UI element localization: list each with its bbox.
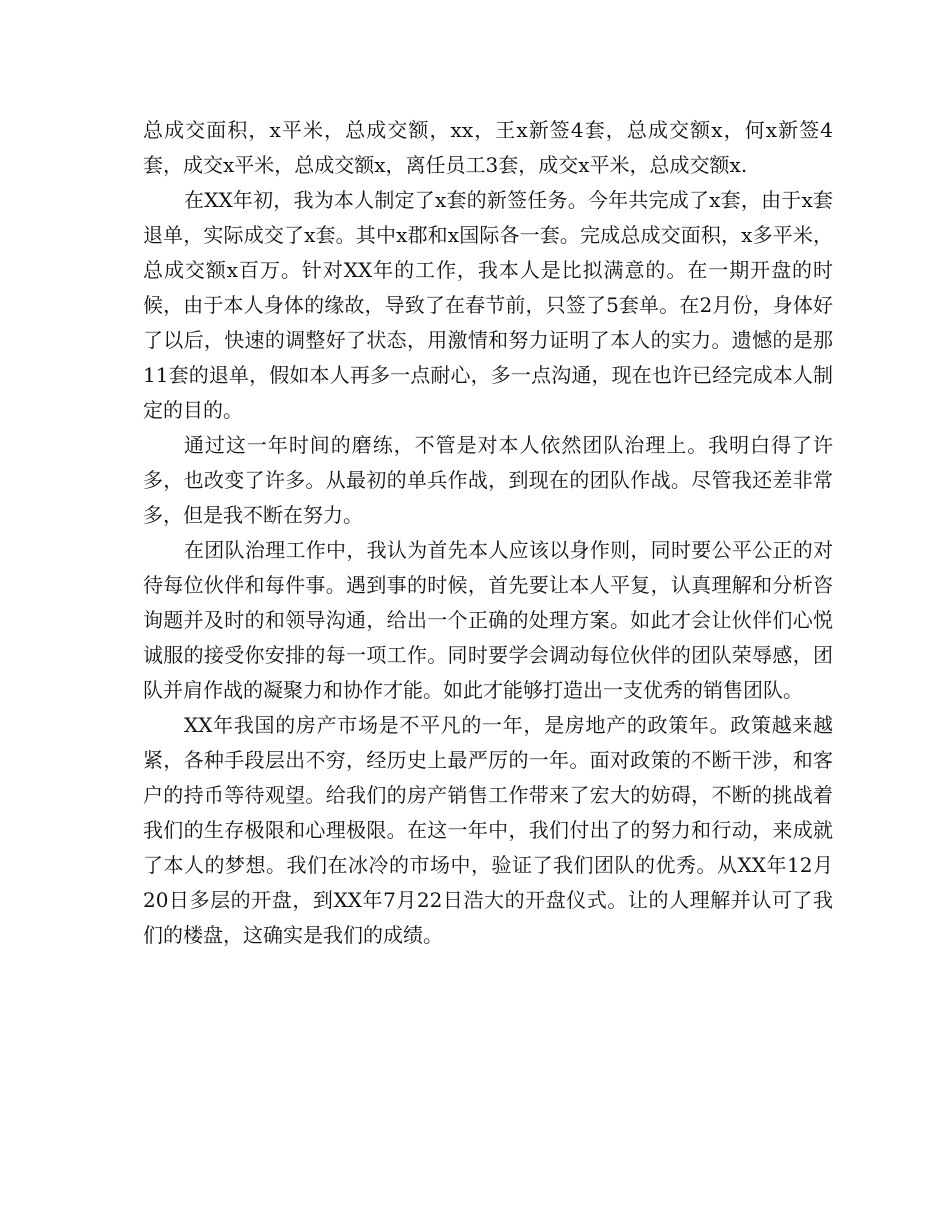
paragraph-1: 总成交面积，x平米，总成交额，xx，王x新签4套，总成交额x，何x新签4套，成交x平米，总成交额x，离任员工3套，成交x平米，总成交额x. <box>143 118 833 177</box>
paragraph-2: 在XX年初，我为本人制定了x套的新签任务。今年共完成了x套，由于x套退单，实际成交了x套。其中x郡和x国际各一套。完成总成交面积，x多平米，总成交额x百万。针对XX年的工作，我本人是比拟满意的。在一期开盘的时候，由于本人身体的缘故，导致了在春节前，只签了5套单。在2月份，身体好了以后，快速的调整好了状态，用激情和努力证明了本人的实力。遗憾的是那11套的退单，假如本人再多一点耐心，多一点沟通，现在也许已经完成本人制定的目的。 <box>143 188 833 422</box>
paragraph-3: 通过这一年时间的磨练，不管是对本人依然团队治理上。我明白得了许多，也改变了许多。从最初的单兵作战，到现在的团队作战。尽管我还差非常多，但是我不断在努力。 <box>143 433 833 527</box>
paragraph-4: 在团队治理工作中，我认为首先本人应该以身作则，同时要公平公正的对待每位伙伴和每件事。遇到事的时候，首先要让本人平复，认真理解和分析咨询题并及时的和领导沟通，给出一个正确的处理方案。如此才会让伙伴们心悦诚服的接受你安排的每一项工作。同时要学会调动每位伙伴的团队荣辱感，团队并肩作战的凝聚力和协作才能。如此才能够打造出一支优秀的销售团队。 <box>143 538 833 702</box>
document-body <box>143 113 833 953</box>
paragraph-5: XX年我国的房产市场是不平凡的一年，是房地产的政策年。政策越来越紧，各种手段层出不穷，经历史上最严厉的一年。面对政策的不断干涉，和客户的持币等待观望。给我们的房产销售工作带来了宏大的妨碍，不断的挑战着我们的生存极限和心理极限。在这一年中，我们付出了的努力和行动，来成就了本人的梦想。我们在冰冷的市场中，验证了我们团队的优秀。从XX年12月20日多层的开盘，到XX年7月22日浩大的开盘仪式。让的人理解并认可了我们的楼盘，这确实是我们的成绩。 <box>143 713 833 947</box>
